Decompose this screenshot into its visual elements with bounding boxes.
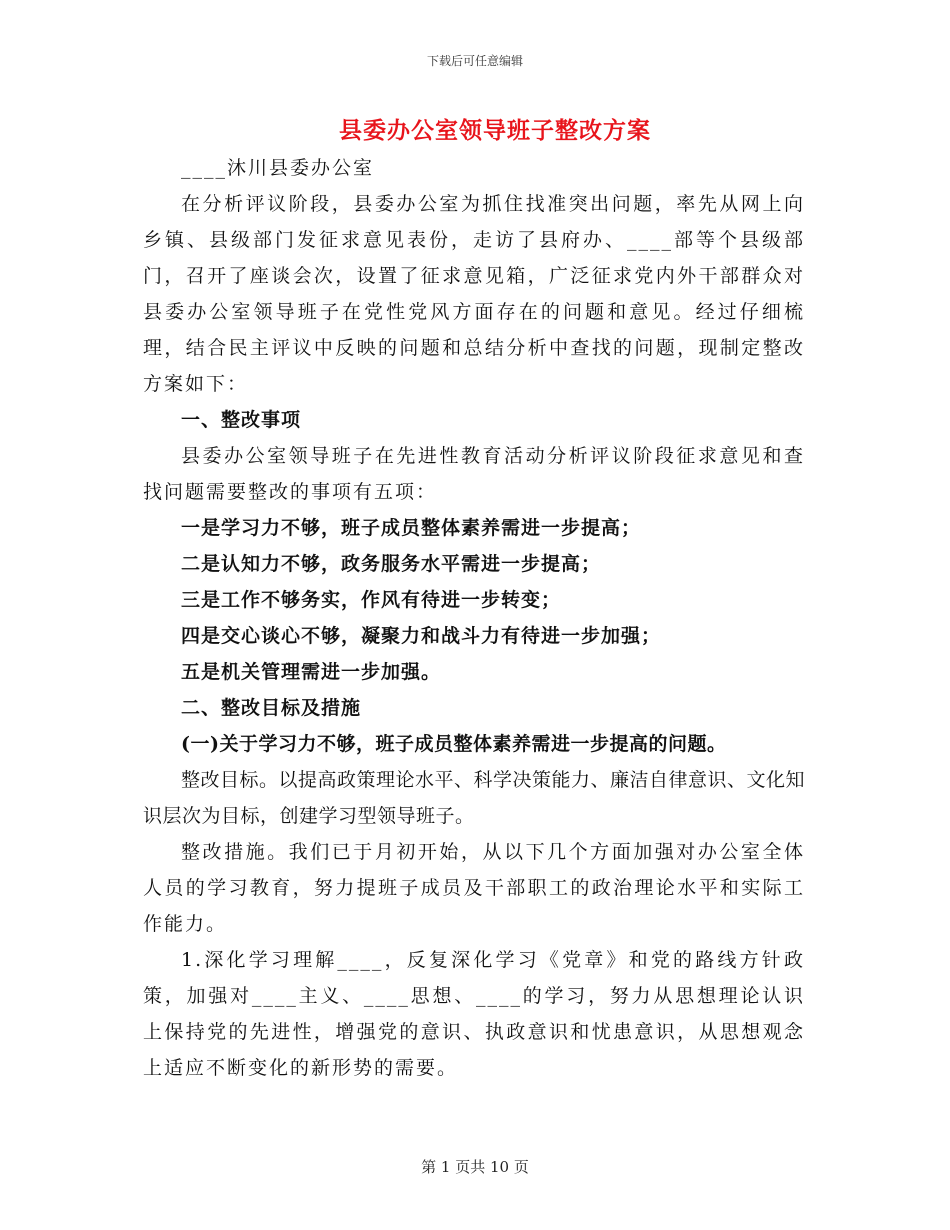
list-item-1: 一是学习力不够，班子成员整体素养需进一步提高； <box>181 517 642 539</box>
author-line: ____沐川县委办公室 <box>181 157 375 179</box>
items-intro-paragraph: 县委办公室领导班子在先进性教育活动分析评议阶段征求意见和查找问题需要整改的事项有五项： <box>143 445 805 503</box>
measures-paragraph: 整改措施。我们已于月初开始，从以下几个方面加强对办公室全体人员的学习教育，努力提班子成员及干部职工的政治理论水平和实际工作能力。 <box>143 841 805 935</box>
intro-paragraph: 在分析评议阶段，县委办公室为抓住找准突出问题，率先从网上向乡镇、县级部门发征求意见表份，走访了县府办、____部等个县级部门，召开了座谈会次，设置了征求意见箱，广泛征求党内外干部群众对县委办公室领导班子在党性党风方面存在的问题和意见。经过仔细梳理，结合民主评议中反映的问题和总结分析中查找的问题，现制定整改方案如下： <box>143 193 805 395</box>
list-item-5: 五是机关管理需进一步加强。 <box>181 661 442 683</box>
subsection-heading-1: (一)关于学习力不够，班子成员整体素养需进一步提高的问题。 <box>181 733 727 755</box>
section-heading-2: 二、整改目标及措施 <box>181 697 362 719</box>
document-title: 县委办公室领导班子整改方案 <box>339 117 651 144</box>
list-item-4: 四是交心谈心不够，凝聚力和战斗力有待进一步加强； <box>181 625 662 647</box>
measure-item-1: 1.深化学习理解____，反复深化学习《党章》和党的路线方针政策，加强对____主义、____思想、____的学习，努力从思想理论认识上保持党的先进性，增强党的意识、执政意识和忧患意识，从思想观念上适应不断变化的新形势的需要。 <box>143 949 805 1079</box>
document-body <box>143 150 805 1086</box>
page-header: 下载后可任意编辑 <box>426 54 523 68</box>
goal-paragraph: 整改目标。以提高政策理论水平、科学决策能力、廉洁自律意识、文化知识层次为目标，创建学习型领导班子。 <box>143 769 806 827</box>
section-heading-1: 一、整改事项 <box>181 409 302 431</box>
list-item-3: 三是工作不够务实，作风有待进一步转变； <box>181 589 562 611</box>
list-item-2: 二是认知力不够，政务服务水平需进一步提高； <box>181 553 602 575</box>
page-footer: 第 1 页共 10 页 <box>421 1158 529 1176</box>
